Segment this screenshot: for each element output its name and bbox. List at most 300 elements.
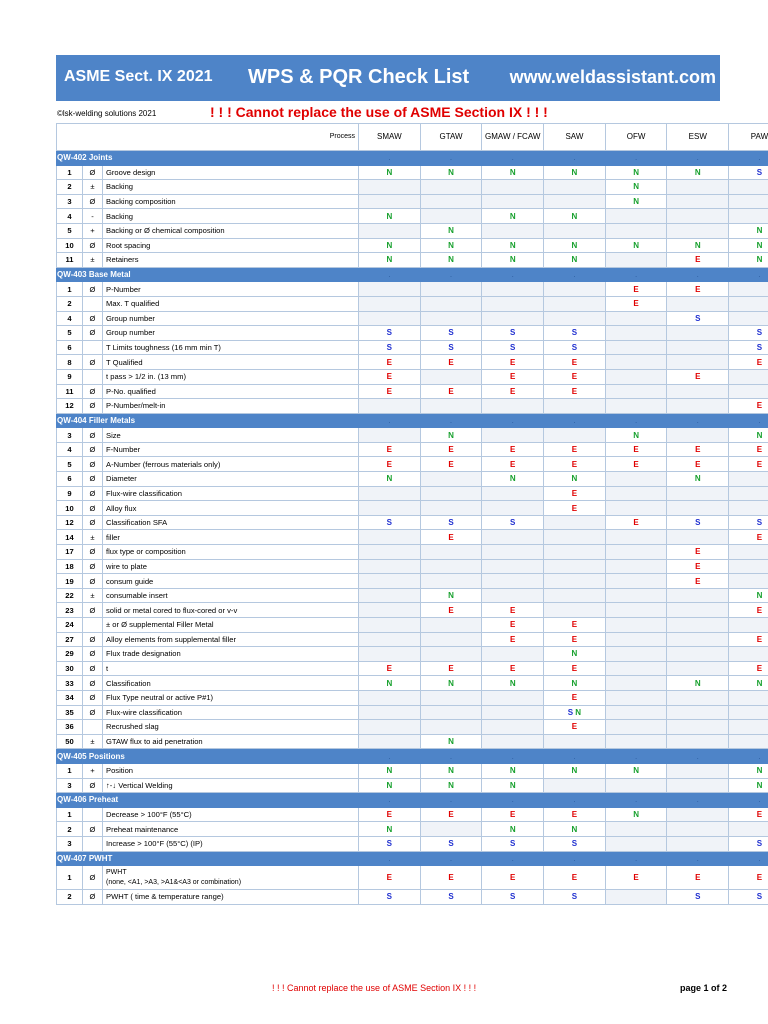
variable-code: S xyxy=(756,167,763,177)
row-number: 9 xyxy=(57,486,83,501)
variable-cell xyxy=(544,472,606,487)
row-symbol: Ø xyxy=(83,822,103,837)
variable-cell xyxy=(482,340,544,355)
variable-cell xyxy=(667,515,729,530)
row-description xyxy=(103,165,359,180)
variable-cell xyxy=(667,705,729,720)
section-title: QW-404 Filler Metals xyxy=(57,413,359,428)
variable-code: N xyxy=(448,167,454,177)
section-marker: . xyxy=(359,151,421,166)
variable-code: S xyxy=(695,892,701,902)
variable-code: E xyxy=(571,620,578,630)
row-description-text: Increase > 100°F (55°C) (IP) xyxy=(106,839,203,849)
variable-code: E xyxy=(510,445,516,455)
variable-code: E xyxy=(386,664,393,674)
row-description xyxy=(103,778,359,793)
row-description xyxy=(103,720,359,735)
variable-cell xyxy=(544,296,606,311)
row-symbol: Ø xyxy=(83,355,103,370)
variable-code: N xyxy=(571,678,578,688)
row-description xyxy=(103,559,359,574)
table-row xyxy=(57,763,768,778)
row-description xyxy=(103,661,359,676)
variable-code: E xyxy=(571,488,578,498)
row-number: 9 xyxy=(57,369,83,384)
variable-code: N xyxy=(756,591,763,601)
variable-cell xyxy=(544,618,606,633)
variable-cell xyxy=(482,807,544,822)
section-marker: . xyxy=(544,851,606,866)
variable-cell xyxy=(605,890,667,905)
table-row xyxy=(57,890,768,905)
table-row xyxy=(57,223,768,238)
variable-code: E xyxy=(695,445,701,455)
variable-cell xyxy=(359,223,421,238)
row-number: 8 xyxy=(57,355,83,370)
variable-cell xyxy=(605,457,667,472)
variable-cell xyxy=(420,442,482,457)
variable-code: E xyxy=(633,518,639,528)
variable-cell xyxy=(729,763,768,778)
variable-code: E xyxy=(510,459,516,469)
variable-cell xyxy=(544,588,606,603)
row-description-text: solid or metal cored to flux-cored or v-v xyxy=(106,605,238,615)
row-description xyxy=(103,223,359,238)
variable-code: N xyxy=(448,255,454,265)
section-marker: . xyxy=(359,749,421,764)
table-row xyxy=(57,501,768,516)
row-description-text: Group number xyxy=(106,328,155,338)
row-number: 36 xyxy=(57,720,83,735)
row-description xyxy=(103,355,359,370)
variable-cell xyxy=(544,661,606,676)
variable-cell xyxy=(359,282,421,297)
variable-cell xyxy=(729,632,768,647)
variable-cell xyxy=(420,545,482,560)
section-marker: . xyxy=(667,793,729,808)
row-symbol: Ø xyxy=(83,457,103,472)
variable-cell xyxy=(482,618,544,633)
variable-code: E xyxy=(386,386,393,396)
row-number: 17 xyxy=(57,545,83,560)
variable-code: E xyxy=(756,872,763,882)
variable-cell xyxy=(667,165,729,180)
process-header: OFW xyxy=(605,124,667,151)
row-description xyxy=(103,676,359,691)
row-description xyxy=(103,253,359,268)
section-marker: . xyxy=(420,793,482,808)
variable-cell xyxy=(605,384,667,399)
variable-code: S xyxy=(756,892,763,902)
table-row xyxy=(57,603,768,618)
row-description-text: Backing or Ø chemical composition xyxy=(106,226,225,236)
variable-cell xyxy=(359,807,421,822)
section-marker: . xyxy=(667,267,729,282)
variable-cell xyxy=(482,545,544,560)
checklist-table xyxy=(56,123,768,905)
section-marker: . xyxy=(729,151,768,166)
row-description xyxy=(103,822,359,837)
variable-cell xyxy=(667,545,729,560)
variable-cell xyxy=(605,545,667,560)
row-description xyxy=(103,180,359,195)
row-number: 4 xyxy=(57,442,83,457)
variable-cell xyxy=(605,763,667,778)
variable-cell xyxy=(667,836,729,851)
row-description xyxy=(103,369,359,384)
row-number: 27 xyxy=(57,632,83,647)
variable-code: E xyxy=(448,532,454,542)
variable-code: S xyxy=(510,518,516,528)
variable-cell xyxy=(605,369,667,384)
variable-cell xyxy=(667,384,729,399)
section-marker: . xyxy=(359,793,421,808)
row-description-text: Size xyxy=(106,430,121,440)
variable-cell xyxy=(667,763,729,778)
variable-cell xyxy=(729,457,768,472)
variable-code: E xyxy=(448,872,454,882)
process-header: GTAW xyxy=(420,124,482,151)
row-description-text: filler xyxy=(106,532,120,542)
row-description-text: P-No. qualified xyxy=(106,386,156,396)
variable-code: S xyxy=(510,892,516,902)
variable-cell xyxy=(482,574,544,589)
variable-code: E xyxy=(571,459,578,469)
variable-code: E xyxy=(633,872,639,882)
variable-cell xyxy=(667,194,729,209)
table-row xyxy=(57,238,768,253)
variable-code: E xyxy=(756,459,763,469)
section-header-row xyxy=(57,151,768,166)
section-marker: . xyxy=(605,749,667,764)
section-marker: . xyxy=(420,151,482,166)
variable-code: S xyxy=(448,839,454,849)
variable-cell xyxy=(482,515,544,530)
variable-cell xyxy=(605,311,667,326)
variable-cell xyxy=(667,632,729,647)
variable-cell xyxy=(605,180,667,195)
variable-cell xyxy=(482,223,544,238)
variable-cell xyxy=(729,836,768,851)
variable-cell xyxy=(605,822,667,837)
variable-cell xyxy=(729,515,768,530)
variable-cell xyxy=(729,778,768,793)
variable-cell xyxy=(359,574,421,589)
variable-cell xyxy=(359,734,421,749)
variable-cell xyxy=(359,501,421,516)
table-row xyxy=(57,836,768,851)
row-number: 33 xyxy=(57,676,83,691)
variable-cell xyxy=(420,661,482,676)
variable-cell xyxy=(605,720,667,735)
variable-cell xyxy=(420,530,482,545)
row-symbol: Ø xyxy=(83,428,103,443)
variable-code: E xyxy=(510,810,516,820)
variable-cell xyxy=(544,501,606,516)
row-description-text: Position xyxy=(106,766,134,776)
table-row xyxy=(57,690,768,705)
variable-cell xyxy=(482,632,544,647)
row-symbol: Ø xyxy=(83,501,103,516)
variable-cell xyxy=(482,559,544,574)
variable-code: E xyxy=(448,357,454,367)
variable-cell xyxy=(544,428,606,443)
variable-cell xyxy=(729,472,768,487)
section-marker: . xyxy=(667,151,729,166)
row-symbol: Ø xyxy=(83,632,103,647)
section-marker: . xyxy=(667,749,729,764)
variable-cell xyxy=(359,384,421,399)
variable-code: S xyxy=(386,892,393,902)
row-symbol: ± xyxy=(83,588,103,603)
variable-cell xyxy=(667,282,729,297)
table-row xyxy=(57,384,768,399)
section-marker: . xyxy=(729,749,768,764)
row-description-text: (none, <A1, >A3, >A1&<A3 or combination) xyxy=(106,878,242,886)
variable-code: S xyxy=(695,518,701,528)
variable-cell xyxy=(544,720,606,735)
section-marker: . xyxy=(729,793,768,808)
variable-code: S xyxy=(756,839,763,849)
variable-code: N xyxy=(756,430,763,440)
variable-code: E xyxy=(571,503,578,513)
process-header: SMAW xyxy=(359,124,421,151)
variable-cell xyxy=(667,340,729,355)
variable-cell xyxy=(482,296,544,311)
row-description xyxy=(103,632,359,647)
variable-cell xyxy=(605,223,667,238)
variable-cell xyxy=(482,647,544,662)
variable-cell xyxy=(729,384,768,399)
variable-cell xyxy=(420,603,482,618)
variable-code: E xyxy=(510,620,516,630)
variable-code: E xyxy=(571,664,578,674)
variable-cell xyxy=(420,457,482,472)
process-header-row xyxy=(57,124,768,151)
section-title: QW-405 Positions xyxy=(57,749,359,764)
variable-cell xyxy=(482,355,544,370)
variable-cell xyxy=(420,340,482,355)
row-description-text: wire to plate xyxy=(106,561,147,571)
row-description-text: Flux Type neutral or active P#1) xyxy=(106,693,214,703)
section-header-row xyxy=(57,413,768,428)
table-row xyxy=(57,355,768,370)
variable-cell xyxy=(420,282,482,297)
variable-cell xyxy=(729,705,768,720)
variable-cell xyxy=(482,822,544,837)
process-header: GMAW / FCAW xyxy=(482,124,544,151)
variable-cell xyxy=(729,442,768,457)
variable-code: N xyxy=(633,430,639,440)
variable-code: N xyxy=(633,766,639,776)
variable-cell xyxy=(420,890,482,905)
variable-cell xyxy=(482,530,544,545)
variable-cell xyxy=(420,326,482,341)
banner-website[interactable]: www.weldassistant.com xyxy=(509,67,716,87)
row-description xyxy=(103,603,359,618)
variable-code: S xyxy=(448,343,454,353)
variable-cell xyxy=(729,588,768,603)
table-row xyxy=(57,545,768,560)
variable-cell xyxy=(544,778,606,793)
variable-cell xyxy=(729,486,768,501)
variable-code: E xyxy=(386,872,393,882)
variable-cell xyxy=(482,194,544,209)
row-description xyxy=(103,734,359,749)
variable-cell xyxy=(667,661,729,676)
variable-code: E xyxy=(695,372,701,382)
table-row xyxy=(57,457,768,472)
row-description xyxy=(103,399,359,414)
variable-cell xyxy=(420,399,482,414)
row-symbol: Ø xyxy=(83,165,103,180)
variable-cell xyxy=(420,618,482,633)
variable-cell xyxy=(667,734,729,749)
variable-code: N xyxy=(694,167,701,177)
variable-cell xyxy=(544,603,606,618)
variable-cell xyxy=(605,530,667,545)
variable-code: N xyxy=(509,824,516,834)
variable-cell xyxy=(359,311,421,326)
row-symbol: ± xyxy=(83,734,103,749)
row-description-text: Alloy flux xyxy=(106,503,137,513)
variable-cell xyxy=(544,223,606,238)
row-description xyxy=(103,340,359,355)
row-description xyxy=(103,530,359,545)
variable-code: N xyxy=(448,780,454,790)
variable-cell xyxy=(420,472,482,487)
variable-cell xyxy=(729,296,768,311)
variable-cell xyxy=(729,428,768,443)
section-marker: . xyxy=(605,151,667,166)
table-row xyxy=(57,807,768,822)
section-marker: . xyxy=(482,151,544,166)
table-row xyxy=(57,530,768,545)
table-row xyxy=(57,734,768,749)
variable-code: N xyxy=(509,240,516,250)
row-symbol: Ø xyxy=(83,486,103,501)
variable-cell xyxy=(667,822,729,837)
variable-cell xyxy=(729,180,768,195)
variable-cell xyxy=(482,705,544,720)
variable-cell xyxy=(420,559,482,574)
variable-code: N xyxy=(571,474,578,484)
variable-cell xyxy=(667,618,729,633)
row-description-text: Backing xyxy=(106,182,134,192)
variable-cell xyxy=(482,588,544,603)
variable-cell xyxy=(667,428,729,443)
variable-cell xyxy=(729,690,768,705)
row-description xyxy=(103,326,359,341)
row-description-text: PWHT xyxy=(106,868,127,876)
table-row xyxy=(57,705,768,720)
row-description xyxy=(103,194,359,209)
variable-cell xyxy=(420,705,482,720)
variable-code: N xyxy=(386,824,393,834)
variable-cell xyxy=(729,574,768,589)
section-marker: . xyxy=(482,267,544,282)
section-marker: . xyxy=(729,413,768,428)
variable-cell xyxy=(667,355,729,370)
row-number: 6 xyxy=(57,340,83,355)
variable-cell xyxy=(544,734,606,749)
variable-cell xyxy=(420,165,482,180)
variable-cell xyxy=(729,676,768,691)
variable-cell xyxy=(482,311,544,326)
variable-cell xyxy=(359,340,421,355)
row-number: 6 xyxy=(57,472,83,487)
table-row xyxy=(57,296,768,311)
row-number: 2 xyxy=(57,180,83,195)
row-number: 4 xyxy=(57,311,83,326)
row-number: 10 xyxy=(57,501,83,516)
variable-cell xyxy=(729,399,768,414)
row-description xyxy=(103,384,359,399)
variable-cell xyxy=(605,442,667,457)
variable-cell xyxy=(482,690,544,705)
variable-cell xyxy=(420,676,482,691)
row-symbol xyxy=(83,369,103,384)
variable-cell xyxy=(667,778,729,793)
table-row xyxy=(57,778,768,793)
row-description-text: Groove design xyxy=(106,167,156,177)
variable-cell xyxy=(359,369,421,384)
variable-cell xyxy=(420,501,482,516)
variable-cell xyxy=(420,355,482,370)
variable-cell xyxy=(482,603,544,618)
section-marker: . xyxy=(359,267,421,282)
row-number: 1 xyxy=(57,866,83,890)
copyright-text: ©lsk-welding solutions 2021 xyxy=(57,109,157,118)
variable-cell xyxy=(544,384,606,399)
section-marker: . xyxy=(420,413,482,428)
variable-cell xyxy=(729,822,768,837)
variable-cell xyxy=(667,180,729,195)
variable-cell xyxy=(420,720,482,735)
row-symbol: Ø xyxy=(83,472,103,487)
variable-code: E xyxy=(633,284,639,294)
row-symbol: Ø xyxy=(83,866,103,890)
row-number: 34 xyxy=(57,690,83,705)
variable-cell xyxy=(482,486,544,501)
section-header-row xyxy=(57,749,768,764)
table-row xyxy=(57,661,768,676)
section-marker: . xyxy=(544,793,606,808)
table-row xyxy=(57,559,768,574)
section-marker: . xyxy=(359,413,421,428)
section-marker: . xyxy=(482,413,544,428)
table-row xyxy=(57,647,768,662)
variable-code: E xyxy=(756,401,763,411)
section-title: QW-406 Preheat xyxy=(57,793,359,808)
variable-cell xyxy=(667,209,729,224)
variable-cell xyxy=(359,355,421,370)
variable-cell xyxy=(605,778,667,793)
row-number: 11 xyxy=(57,253,83,268)
row-description xyxy=(103,457,359,472)
variable-code: N xyxy=(386,255,393,265)
row-description xyxy=(103,618,359,633)
variable-cell xyxy=(605,282,667,297)
row-description-text: P-Number/melt-in xyxy=(106,401,166,411)
row-description-text: GTAW flux to aid penetration xyxy=(106,737,203,747)
row-description-text: T Qualified xyxy=(106,357,143,367)
row-symbol: Ø xyxy=(83,442,103,457)
variable-code: N xyxy=(448,591,454,601)
row-number: 50 xyxy=(57,734,83,749)
variable-code: E xyxy=(448,664,454,674)
row-number: 2 xyxy=(57,890,83,905)
